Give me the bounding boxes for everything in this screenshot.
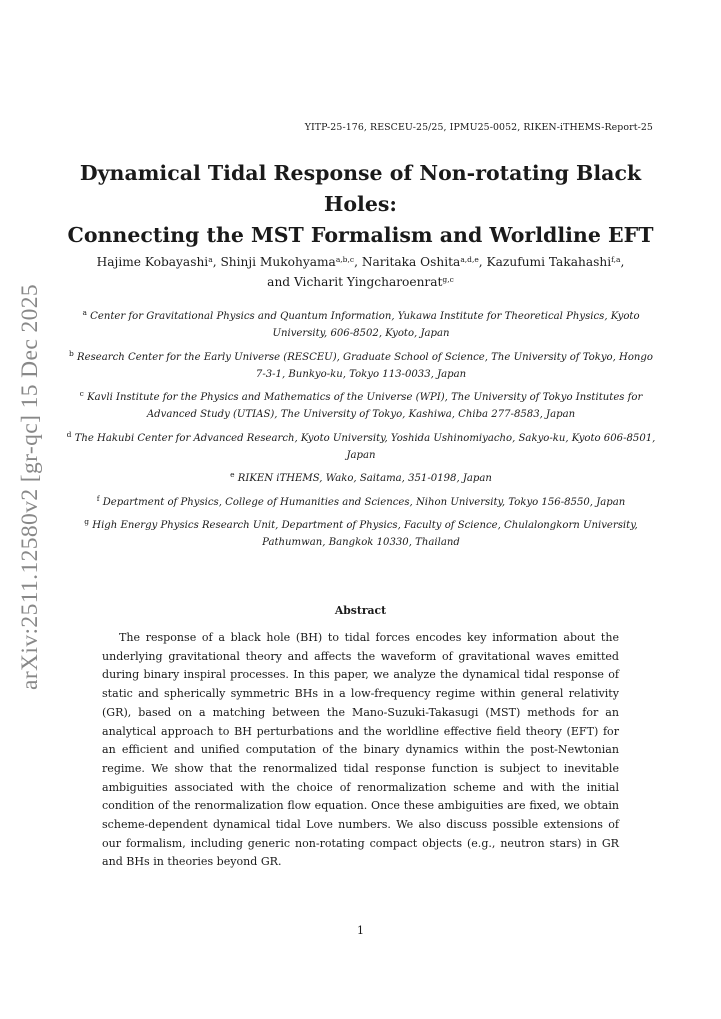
- author: [487, 255, 625, 269]
- author-affiliation-marks: a,b,c: [335, 255, 355, 264]
- paper-title: [40, 158, 681, 251]
- affiliation-item: [66, 389, 656, 423]
- affiliation-item: [66, 470, 656, 487]
- author-list: [40, 252, 681, 292]
- author-name: Naritaka Oshita: [361, 255, 461, 269]
- affiliation-mark: f: [96, 493, 100, 503]
- affiliation-text: Kavli Institute for the Physics and Mathematics of the Universe (WPI), The University of Tokyo Institutes for Advanced Study (UTIAS), The University of Tokyo, Kashiwa, Chiba 277-8583, Japan: [87, 392, 643, 420]
- author: [220, 255, 361, 269]
- affiliation-mark: d: [66, 429, 72, 439]
- author-affiliation-marks: f,a: [611, 255, 621, 264]
- affiliation-mark: e: [230, 470, 235, 479]
- author-separator: ,: [478, 255, 487, 269]
- abstract-body: The response of a black hole (BH) to tidal forces encodes key information about the underlying gravitational theory and affects the waveform of gravitational waves emitted during binary inspiral processes. In this paper, we analyze the dynamical tidal response of static and spherically symmetric BHs in a low-frequency regime within general relativity (GR), based on a matching between the Mano-Suzuki-Takasugi (MST) methods for an analytical approach to BH perturbations and the worldline effective field theory (EFT) for an efficient and unified computation of the binary dynamics within the post-Newtonian regime. We show that the renormalized tidal response function is subject to inevitable ambiguities associated with the choice of renormalization scheme and with the initial condition of the renormalization flow equation. Once these ambiguities are fixed, we obtain scheme-dependent dynamical tidal Love numbers. We also discuss possible extensions of our formalism, including generic non-rotating compact objects (e.g., neutron stars) in GR and BHs in theories beyond GR.: [102, 631, 619, 869]
- author: [97, 255, 221, 269]
- title-line-1: Dynamical Tidal Response of Non-rotating Black Holes:: [79, 161, 642, 216]
- affiliation-text: Research Center for the Early Universe (RESCEU), Graduate School of Science, The University of Tokyo, Hongo 7-3-1, Bunkyo-ku, Tokyo 113-0033, Japan: [77, 351, 653, 380]
- affiliation-item: [66, 308, 656, 342]
- author-affiliation-marks: a: [208, 255, 213, 264]
- title-line-2: Connecting the MST Formalism and Worldline EFT: [67, 223, 654, 247]
- arxiv-identifier-stamp: arXiv:2511.12580v2 [gr-qc] 15 Dec 2025: [17, 283, 43, 690]
- author-separator: ,: [212, 255, 221, 269]
- affiliation-mark: c: [79, 389, 84, 398]
- author-affiliation-marks: a,d,e: [460, 255, 479, 264]
- affiliation-mark: g: [84, 517, 90, 526]
- author: [362, 255, 487, 269]
- author: [267, 275, 454, 289]
- author-separator: ,: [620, 255, 625, 269]
- affiliation-mark: a: [82, 308, 87, 317]
- affiliation-list: [66, 308, 656, 558]
- affiliation-text: The Hakubi Center for Advanced Research, Kyoto University, Yoshida Ushinomiyacho, Sakyo-ku, Kyoto 606-8501, Japan: [74, 432, 656, 461]
- affiliation-mark: b: [69, 348, 74, 358]
- author-name: Shinji Mukohyama: [220, 255, 336, 269]
- affiliation-text: RIKEN iTHEMS, Wako, Saitama, 351-0198, Japan: [237, 473, 492, 484]
- affiliation-item: [66, 430, 656, 464]
- affiliation-text: High Energy Physics Research Unit, Department of Physics, Faculty of Science, Chulalongkorn University, Pathumwan, Bangkok 10330, Thailand: [92, 520, 638, 548]
- report-numbers: YITP-25-176, RESCEU-25/25, IPMU25-0052, RIKEN-iTHEMS-Report-25: [304, 122, 653, 133]
- affiliation-item: [66, 494, 656, 511]
- affiliation-item: [66, 349, 656, 383]
- author-separator: ,: [354, 255, 362, 269]
- author-name: Kazufumi Takahashi: [486, 255, 612, 269]
- affiliation-text: Center for Gravitational Physics and Quantum Information, Yukawa Institute for Theoretical Physics, Kyoto University, 606-8502, Kyoto, Japan: [90, 311, 640, 339]
- affiliation-text: Department of Physics, College of Humanities and Sciences, Nihon University, Tokyo 156-8550, Japan: [102, 496, 626, 508]
- author-affiliation-marks: g,c: [442, 275, 454, 284]
- author-name: and Vicharit Yingcharoenrat: [267, 275, 443, 289]
- page-number: 1: [357, 924, 364, 937]
- affiliation-item: [66, 517, 656, 551]
- abstract-heading: Abstract: [334, 604, 387, 617]
- author-name: Hajime Kobayashi: [96, 255, 209, 269]
